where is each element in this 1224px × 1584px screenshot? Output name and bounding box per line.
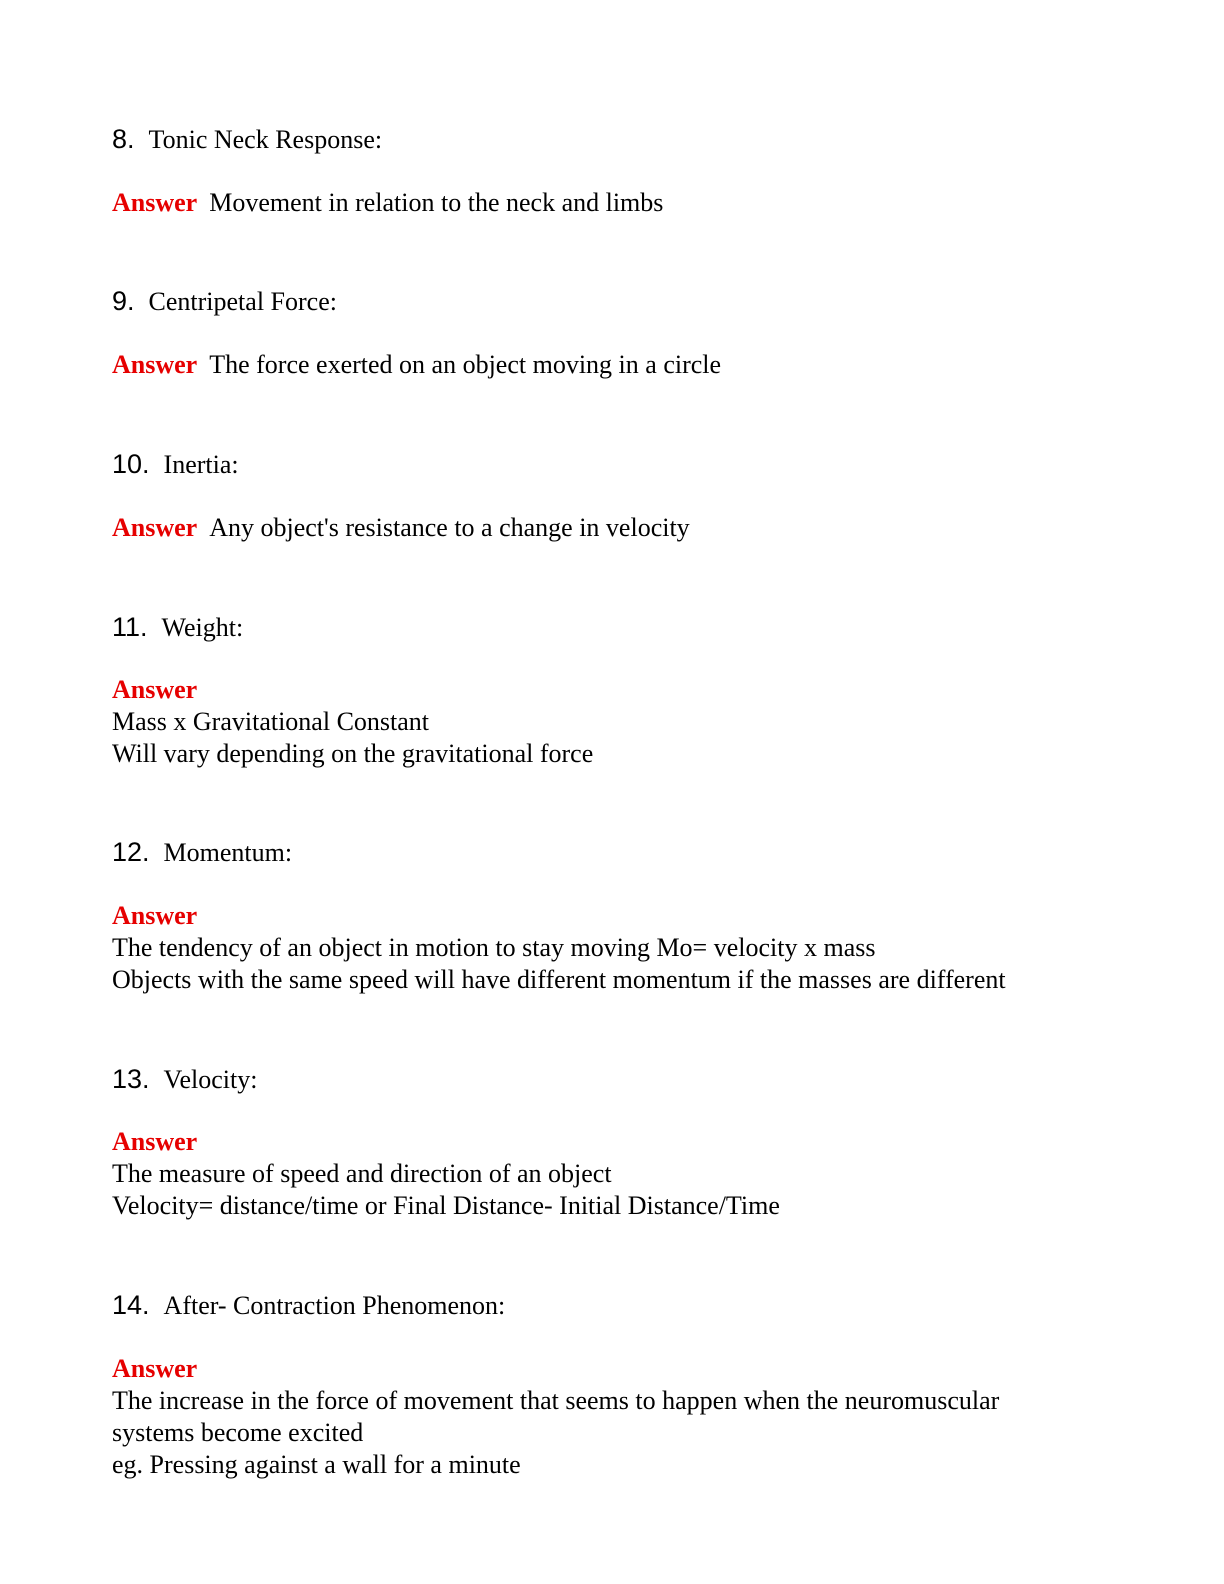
answer-line: eg. Pressing against a wall for a minute xyxy=(112,1450,521,1479)
question-number: 8. xyxy=(112,124,135,154)
question-number: 9. xyxy=(112,286,135,316)
question-term: Centripetal Force: xyxy=(148,287,337,316)
answer-line: Mass x Gravitational Constant xyxy=(112,707,430,736)
answer-line: Will vary depending on the gravitational force xyxy=(112,739,594,768)
answer-text: Any object's resistance to a change in velocity xyxy=(209,513,690,542)
question-13 xyxy=(112,1064,257,1095)
answer-label: Answer xyxy=(112,188,198,217)
question-number: 10. xyxy=(112,449,150,479)
answer-13 xyxy=(112,1126,780,1222)
answer-8 xyxy=(112,187,663,219)
question-11 xyxy=(112,612,243,643)
answer-14 xyxy=(112,1353,999,1481)
answer-line: Objects with the same speed will have different momentum if the masses are different xyxy=(112,965,1006,994)
question-number: 11. xyxy=(112,612,148,642)
question-9 xyxy=(112,286,337,317)
answer-label: Answer xyxy=(112,350,198,379)
question-term: Tonic Neck Response: xyxy=(148,125,383,154)
question-term: Velocity: xyxy=(163,1065,258,1094)
answer-line: Velocity= distance/time or Final Distance- Initial Distance/Time xyxy=(112,1191,780,1220)
question-term: Momentum: xyxy=(163,838,293,867)
question-number: 12. xyxy=(112,837,150,867)
question-10 xyxy=(112,449,239,480)
question-14 xyxy=(112,1290,505,1321)
question-term: Inertia: xyxy=(163,450,239,479)
answer-text: Movement in relation to the neck and limbs xyxy=(209,188,664,217)
question-12 xyxy=(112,837,292,868)
answer-label: Answer xyxy=(112,901,198,930)
answer-label: Answer xyxy=(112,675,198,704)
answer-text: The force exerted on an object moving in a circle xyxy=(209,350,722,379)
answer-line: The increase in the force of movement that seems to happen when the neuromuscular xyxy=(112,1386,1000,1415)
answer-9 xyxy=(112,349,721,381)
answer-line: The tendency of an object in motion to stay moving Mo= velocity x mass xyxy=(112,933,876,962)
answer-11 xyxy=(112,674,593,770)
answer-label: Answer xyxy=(112,513,198,542)
answer-10 xyxy=(112,512,690,544)
answer-label: Answer xyxy=(112,1354,198,1383)
answer-line: The measure of speed and direction of an object xyxy=(112,1159,612,1188)
answer-label: Answer xyxy=(112,1127,198,1156)
answer-12 xyxy=(112,900,1006,996)
question-number: 13. xyxy=(112,1064,150,1094)
question-term: Weight: xyxy=(161,613,244,642)
question-8 xyxy=(112,124,382,155)
question-number: 14. xyxy=(112,1290,150,1320)
answer-line: systems become excited xyxy=(112,1418,364,1447)
question-term: After- Contraction Phenomenon: xyxy=(163,1291,506,1320)
